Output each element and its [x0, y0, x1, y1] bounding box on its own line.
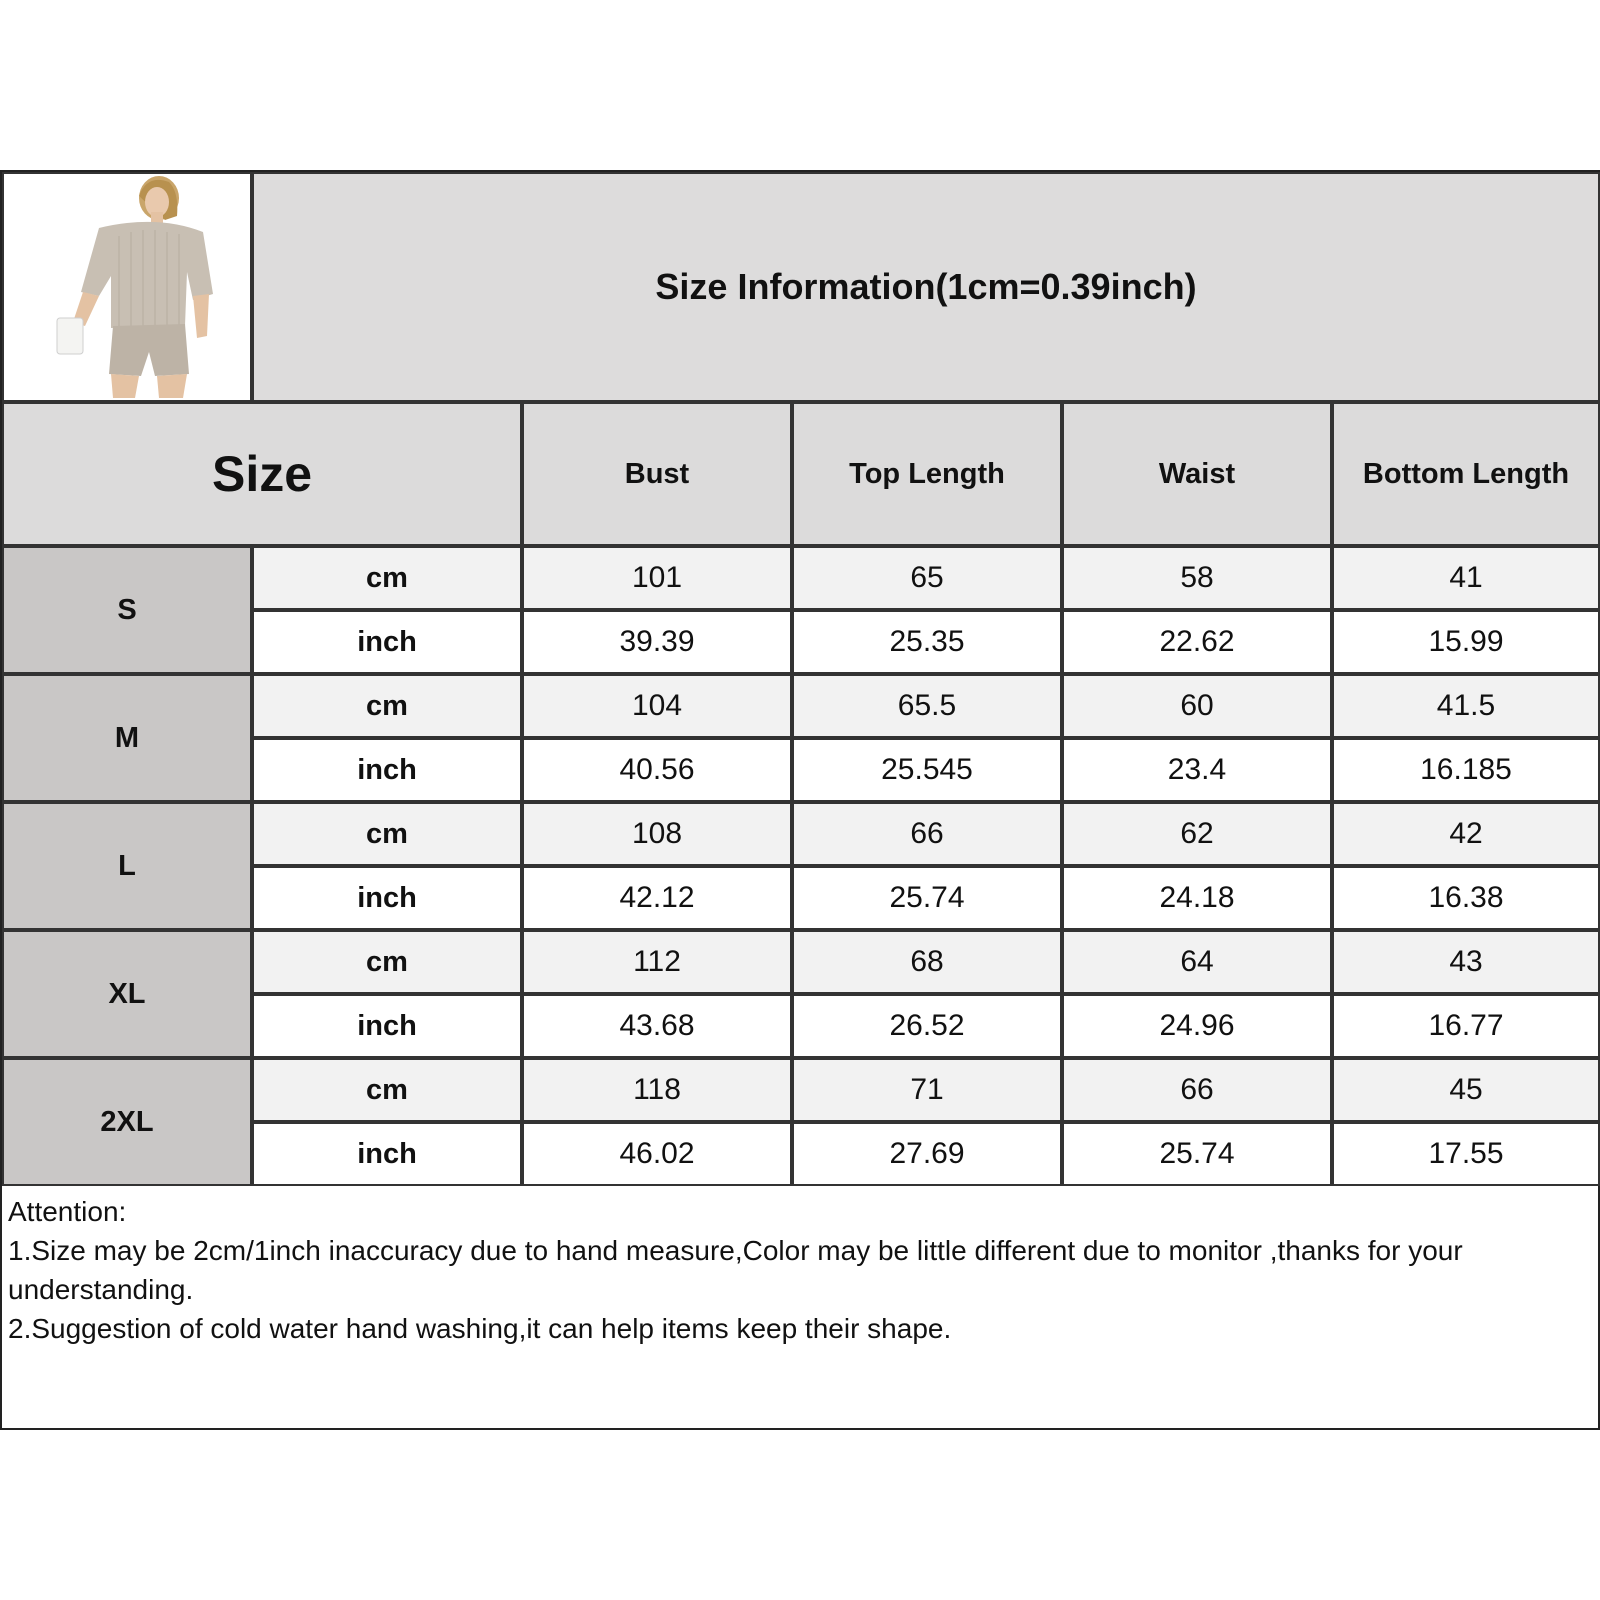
- value-bottom-length-inch: 16.77: [1332, 994, 1600, 1058]
- value-bottom-length-inch: 16.185: [1332, 738, 1600, 802]
- value-top-length-cm: 71: [792, 1058, 1062, 1122]
- value-waist-inch: 25.74: [1062, 1122, 1332, 1186]
- value-bottom-length-cm: 43: [1332, 930, 1600, 994]
- size-label: L: [2, 802, 252, 930]
- value-bottom-length-cm: 42: [1332, 802, 1600, 866]
- unit-label-inch: inch: [252, 994, 522, 1058]
- value-bust-inch: 40.56: [522, 738, 792, 802]
- value-top-length-inch: 26.52: [792, 994, 1062, 1058]
- value-top-length-inch: 25.545: [792, 738, 1062, 802]
- value-bust-inch: 43.68: [522, 994, 792, 1058]
- value-bottom-length-inch: 16.38: [1332, 866, 1600, 930]
- attention-notes: [8, 1192, 1588, 1348]
- value-bottom-length-inch: 17.55: [1332, 1122, 1600, 1186]
- unit-label-cm: cm: [252, 674, 522, 738]
- value-bust-inch: 39.39: [522, 610, 792, 674]
- size-label: XL: [2, 930, 252, 1058]
- notes-line-1: 1.Size may be 2cm/1inch inaccuracy due to hand measure,Color may be little different due to monitor ,thanks for your understanding.: [8, 1235, 1463, 1305]
- value-waist-cm: 66: [1062, 1058, 1332, 1122]
- value-waist-cm: 60: [1062, 674, 1332, 738]
- product-photo: [2, 172, 252, 402]
- unit-label-inch: inch: [252, 738, 522, 802]
- value-bottom-length-cm: 41: [1332, 546, 1600, 610]
- size-chart: [0, 170, 1600, 1430]
- header-size: Size: [2, 402, 522, 546]
- value-bust-cm: 118: [522, 1058, 792, 1122]
- value-top-length-inch: 25.35: [792, 610, 1062, 674]
- value-waist-inch: 24.96: [1062, 994, 1332, 1058]
- unit-label-cm: cm: [252, 1058, 522, 1122]
- size-label: S: [2, 546, 252, 674]
- value-bottom-length-cm: 41.5: [1332, 674, 1600, 738]
- value-bottom-length-inch: 15.99: [1332, 610, 1600, 674]
- unit-label-inch: inch: [252, 610, 522, 674]
- value-bust-cm: 101: [522, 546, 792, 610]
- header-bottom-length: Bottom Length: [1332, 402, 1600, 546]
- value-top-length-cm: 66: [792, 802, 1062, 866]
- unit-label-inch: inch: [252, 866, 522, 930]
- size-label: 2XL: [2, 1058, 252, 1186]
- value-waist-cm: 64: [1062, 930, 1332, 994]
- size-label: M: [2, 674, 252, 802]
- notes-line-2: 2.Suggestion of cold water hand washing,it can help items keep their shape.: [8, 1313, 952, 1344]
- value-waist-inch: 23.4: [1062, 738, 1332, 802]
- chart-title: Size Information(1cm=0.39inch): [252, 172, 1600, 402]
- value-bust-cm: 112: [522, 930, 792, 994]
- value-top-length-cm: 65.5: [792, 674, 1062, 738]
- value-waist-cm: 58: [1062, 546, 1332, 610]
- value-top-length-inch: 25.74: [792, 866, 1062, 930]
- value-top-length-cm: 68: [792, 930, 1062, 994]
- notes-heading: Attention:: [8, 1196, 127, 1227]
- value-bust-cm: 104: [522, 674, 792, 738]
- model-image: [7, 176, 247, 398]
- header-waist: Waist: [1062, 402, 1332, 546]
- value-waist-cm: 62: [1062, 802, 1332, 866]
- value-top-length-inch: 27.69: [792, 1122, 1062, 1186]
- value-bust-cm: 108: [522, 802, 792, 866]
- value-bottom-length-cm: 45: [1332, 1058, 1600, 1122]
- unit-label-inch: inch: [252, 1122, 522, 1186]
- value-bust-inch: 42.12: [522, 866, 792, 930]
- value-top-length-cm: 65: [792, 546, 1062, 610]
- unit-label-cm: cm: [252, 930, 522, 994]
- value-waist-inch: 24.18: [1062, 866, 1332, 930]
- value-waist-inch: 22.62: [1062, 610, 1332, 674]
- unit-label-cm: cm: [252, 546, 522, 610]
- unit-label-cm: cm: [252, 802, 522, 866]
- header-top-length: Top Length: [792, 402, 1062, 546]
- header-bust: Bust: [522, 402, 792, 546]
- value-bust-inch: 46.02: [522, 1122, 792, 1186]
